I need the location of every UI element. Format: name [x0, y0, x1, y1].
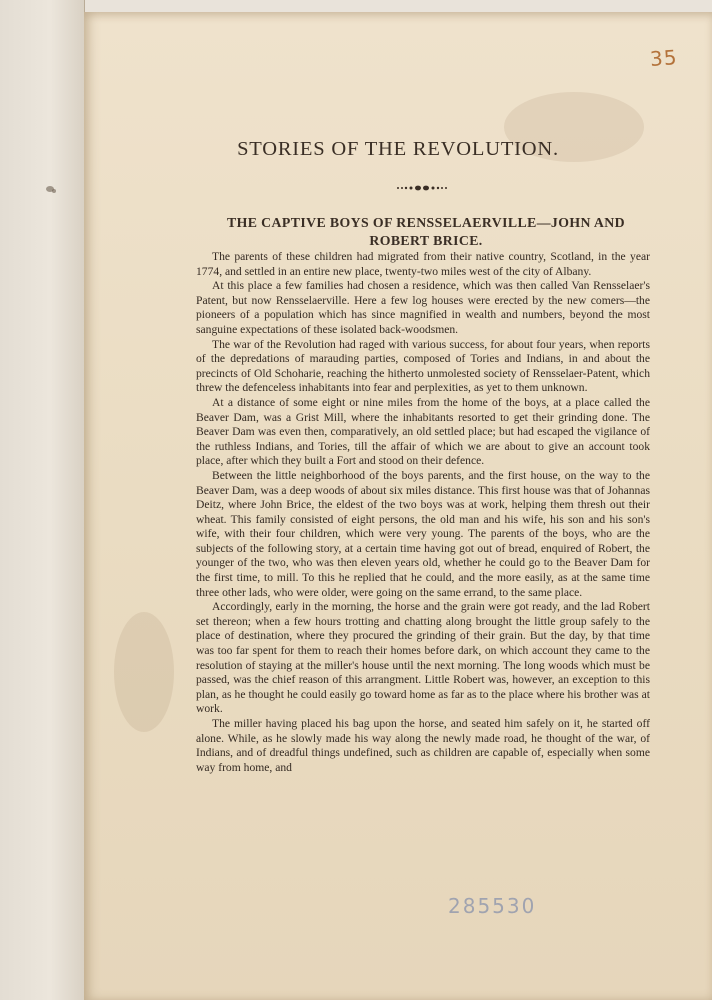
paragraph: At this place a few families had chosen a residence, which was then called Van Rensselaer's Patent, but now Rensselaerville. Here a few log houses were erected by the new comers—the pioneers of a population which has since magnified in wealth and numbers, beyond the most sanguine expectations of these isolated back-woodsmen.	[196, 279, 650, 336]
paragraph: The war of the Revolution had raged with various success, for about four years, when reports of the depredations of marauding parties, composed of Tories and Indians, in and about the precincts of Old Schoharie, reaching the hitherto unmolested society of Rensselaer-Patent, which threw the defenceless inhabitants into fear and perplexities, as yet to them unknown.	[196, 337, 650, 395]
paragraph: The miller having placed his bag upon the horse, and seated him safely on it, he started off alone. While, as he slowly made his way along the newly made road, he thought of the war, of Indians, and of dreadful things undefined, such as children are capable of, especially when some way from home, and	[196, 717, 650, 774]
page-stain	[114, 612, 174, 732]
paragraph: The parents of these children had migrated from their native country, Scotland, in the year 1774, and settled in an entire new place, twenty-two miles west of the city of Albany.	[196, 250, 650, 278]
library-stamp: 285530	[448, 894, 537, 918]
facing-page	[0, 0, 85, 1000]
paragraph: At a distance of some eight or nine miles from the home of the boys, at a place called the Beaver Dam, was a Grist Mill, where the inhabitants resorted to get their grinding done. The Beaver Dam was even then, comparatively, an old settled place; but had escaped the vigilance of the ruthless Indians, and Tories, till the affair of which we are about to give an account took place, after which they built a Fort and stood on their defence.	[196, 395, 650, 468]
ink-speck	[52, 189, 56, 193]
ornament-divider-icon	[394, 182, 450, 194]
page-number: 35	[649, 45, 679, 71]
book-page	[84, 12, 712, 1000]
paragraph: Accordingly, early in the morning, the horse and the grain were got ready, and the lad Robert set thereon; when a few hours trotting and chatting along brought the little group safely to the place of destination, where they procured the grinding of their grain. But the day, by that time was too far spent for them to reach their homes before dark, on which account they came to the resolution of staying at the miller's house until the next morning. The long woods which must be passed, was the chief reason of this arrangment. Little Robert was, however, an exception to this plan, as he thought he could easily go toward home as far as to the place where his brother was at work.	[196, 600, 650, 716]
paragraph: Between the little neighborhood of the boys parents, and the first house, on the way to the Beaver Dam, was a deep woods of about six miles distance. This first house was that of Johannas Deitz, where John Brice, the eldest of the two boys was at work, helping them thresh out their wheat. This family consisted of eight persons, the old man and his wife, his son and his son's wife, with their four children, which were very young. The parents of the boys, who are the subjects of the following story, at a certain time having got out of bread, enquired of Robert, the younger of the two, who was then eleven years old, whether he could go to the Beaver Dam for the first time, to mill. To this he replied that he could, and the more easily, as at the same time three other lads, who were older, were going on the same errand, to the same place.	[196, 468, 650, 599]
page-title: STORIES OF THE REVOLUTION.	[237, 138, 559, 160]
story-heading: THE CAPTIVE BOYS OF RENSSELAERVILLE—JOHN AND ROBERT BRICE.	[226, 215, 625, 248]
story-body	[196, 250, 650, 775]
